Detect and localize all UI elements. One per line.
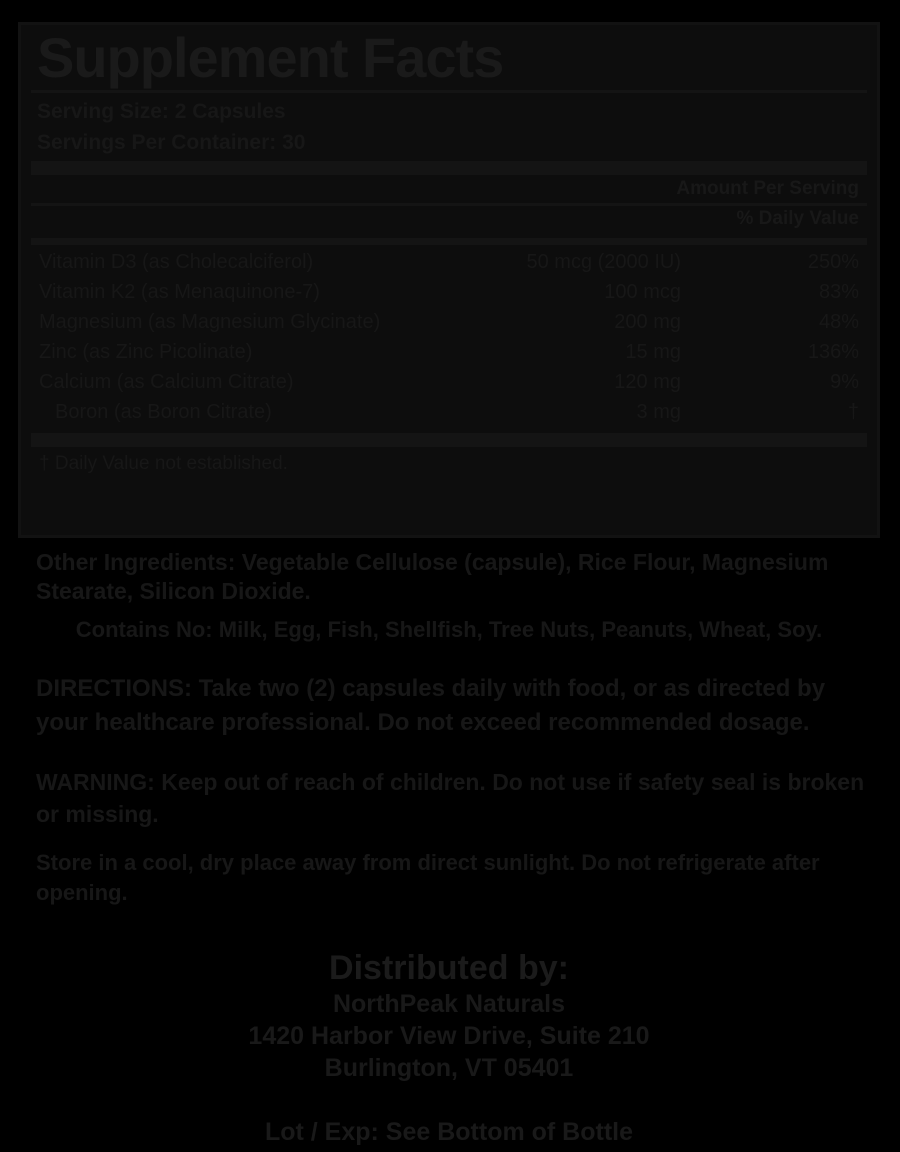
column-header-daily-value-label: % Daily Value — [736, 208, 859, 229]
company-address-line2: Burlington, VT 05401 — [324, 1054, 574, 1082]
column-header-amount-label: Amount Per Serving — [676, 178, 859, 199]
nutrient-dv: 250% — [807, 251, 859, 273]
nutrient-table — [21, 247, 877, 427]
company-address-line1: 1420 Harbor View Drive, Suite 210 — [248, 1022, 650, 1050]
nutrient-amount: 100 mcg — [604, 281, 681, 303]
company-name: NorthPeak Naturals — [332, 990, 566, 1018]
nutrient-amount: 200 mg — [614, 311, 681, 333]
table-row — [21, 307, 877, 337]
nutrient-dv: 48% — [818, 311, 859, 333]
nutrient-dv: 83% — [818, 281, 859, 303]
panel-title: Supplement Facts — [37, 26, 504, 89]
column-header-amount — [21, 175, 877, 200]
storage-text: Store in a cool, dry place away from direct sunlight. Do not refrigerate after opening. — [36, 850, 820, 905]
nutrient-name: Calcium (as Calcium Citrate) — [39, 371, 294, 393]
divider-med-1 — [31, 238, 867, 245]
table-row — [21, 247, 877, 277]
daily-value-footnote: † Daily Value not established. — [39, 453, 288, 474]
table-row — [21, 337, 877, 367]
label-body-copy — [18, 548, 880, 1147]
nutrient-dv: † — [847, 401, 859, 423]
nutrient-amount: 15 mg — [625, 341, 681, 363]
table-row — [21, 277, 877, 307]
divider-thick-2 — [31, 433, 867, 447]
nutrient-amount: 3 mg — [636, 401, 681, 423]
nutrient-name: Vitamin K2 (as Menaquinone-7) — [39, 281, 320, 303]
allergen-statement: Contains No: Milk, Egg, Fish, Shellfish, Tree Nuts, Peanuts, Wheat, Soy. — [75, 617, 823, 642]
nutrient-amount: 120 mg — [614, 371, 681, 393]
nutrient-name: Magnesium (as Magnesium Glycinate) — [39, 311, 381, 333]
distributed-by-label: Distributed by: — [329, 949, 569, 987]
supplement-facts-panel — [18, 22, 880, 538]
other-ingredients: Other Ingredients: Vegetable Cellulose (capsule), Rice Flour, Magnesium Stearate, Silicon Dioxide. — [36, 549, 829, 604]
nutrient-name: Vitamin D3 (as Cholecalciferol) — [39, 251, 314, 273]
divider-thick-1 — [31, 161, 867, 175]
table-row — [21, 397, 877, 427]
directions-text: DIRECTIONS: Take two (2) capsules daily with food, or as directed by your healthcare professional. Do not exceed recommended dosage. — [36, 675, 826, 736]
table-row — [21, 367, 877, 397]
nutrient-name: Zinc (as Zinc Picolinate) — [39, 341, 253, 363]
nutrient-dv: 136% — [807, 341, 859, 363]
warning-text: WARNING: Keep out of reach of children. Do not use if safety seal is broken or missing. — [36, 769, 865, 827]
column-header-daily-value — [21, 206, 877, 234]
nutrient-dv: 9% — [830, 371, 859, 393]
lot-expiration: Lot / Exp: See Bottom of Bottle — [264, 1118, 634, 1146]
serving-size: Serving Size: 2 Capsules — [37, 100, 286, 123]
nutrient-amount: 50 mcg (2000 IU) — [526, 251, 681, 273]
nutrient-name: Boron (as Boron Citrate) — [55, 401, 272, 423]
servings-per-container: Servings Per Container: 30 — [37, 131, 306, 154]
distributor-block — [18, 948, 880, 1084]
